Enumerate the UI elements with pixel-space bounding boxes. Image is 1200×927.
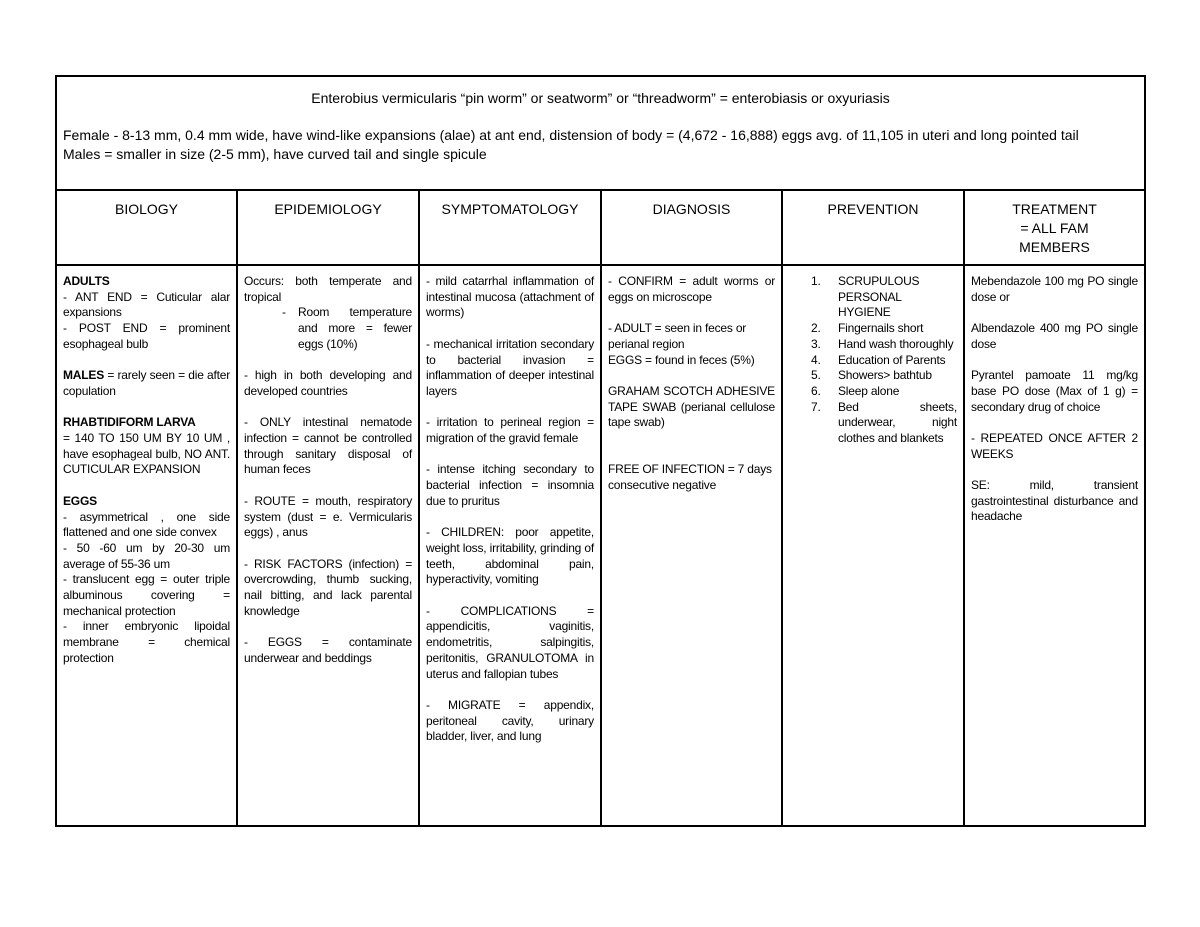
list-item: 6. Sleep alone [811, 383, 900, 398]
prevention-list [783, 274, 957, 447]
prevention-column [783, 191, 965, 825]
epi-eggs: - EGGS = contaminate underwear and beddings [244, 635, 412, 665]
adults-heading: ADULTS [63, 274, 110, 288]
table-header [57, 77, 1144, 191]
prevention-heading: PREVENTION [783, 191, 963, 266]
list-item: 5. Showers> bathtub [811, 368, 932, 383]
epidemiology-heading: EPIDEMIOLOGY [238, 191, 418, 266]
symptom-children: - CHILDREN: poor appetite, weight loss, irritability, grinding of teeth, abdominal pain, hyperactivity, vomiting [426, 525, 594, 587]
biology-column [57, 191, 238, 825]
list-item: 4. Education of Parents [811, 352, 946, 367]
list-item: 3. Hand wash thoroughly [811, 336, 954, 351]
larva-text: = 140 TO 150 UM BY 10 UM , have esophageal bulb, NO ANT. CUTICULAR EXPANSION [63, 431, 230, 477]
diag-scotch-tape: GRAHAM SCOTCH ADHESIVE TAPE SWAB (perianal cellulose tape swab) [608, 383, 775, 430]
treat-albendazole: Albendazole 400 mg PO single dose [971, 321, 1138, 351]
table-title: Enterobius vermicularis “pin worm” or seatworm” or “threadworm” = enterobiasis or oxyuriasis [311, 90, 890, 106]
list-item: 1. SCRUPULOUS PERSONAL HYGIENE [811, 274, 920, 320]
epidemiology-column [238, 191, 420, 825]
males-text: = rarely seen = die after copulation [63, 368, 230, 398]
treat-repeat: - REPEATED ONCE AFTER 2 WEEKS [971, 430, 1138, 461]
treat-side-effects: SE: mild, transient gastrointestinal disturbance and headache [971, 478, 1138, 524]
treatment-column [965, 191, 1144, 825]
eggs-shape: - asymmetrical , one side flattened and one side convex [63, 509, 230, 540]
epi-risk: - RISK FACTORS (infection) = overcrowding, thumb sucking, nail bitting, and lack parental knowledge [244, 556, 412, 618]
biology-heading: BIOLOGY [57, 191, 236, 266]
symptom-complications: - COMPLICATIONS = appendicitis, vaginitis, endometritis, salpingitis, peritonitis, GRANULOTOMA in uterus and fallopian tubes [426, 603, 594, 681]
epi-high: - high in both developing and developed countries [244, 368, 412, 398]
diagnosis-heading: DIAGNOSIS [602, 191, 781, 266]
eggs-inner-membrane: - inner embryonic lipoidal membrane = chemical protection [63, 619, 230, 665]
symptom-perineal-irritation: - irritation to perineal region = migration of the gravid female [426, 415, 594, 445]
sub-dash: - [282, 305, 286, 320]
eggs-heading: EGGS [63, 493, 97, 508]
female-description: Female - 8-13 mm, 0.4 mm wide, have wind-like expansions (alae) at ant end, distension of body = (4,672 - 16,888) eggs avg. of 11,105 in uteri and long pointed tail [63, 127, 1079, 143]
symptom-itching: - intense itching secondary to bacterial infection = insomnia due to pruritus [426, 462, 594, 508]
larva-heading: RHABTIDIFORM LARVA [63, 415, 196, 430]
diag-confirm: - CONFIRM = adult worms or eggs on microscope [608, 274, 775, 304]
epi-occurs: Occurs: both temperate and tropical [244, 274, 412, 304]
symptom-mild-inflammation: - mild catarrhal inflammation of intestinal mucosa (attachment of worms) [426, 274, 594, 320]
eggs-size: - 50 -60 um by 20-30 um average of 55-36 um [63, 540, 230, 571]
symptom-migrate: - MIGRATE = appendix, peritoneal cavity, urinary bladder, liver, and lung [426, 697, 594, 744]
male-description: Males = smaller in size (2-5 mm), have curved tail and single spicule [63, 146, 487, 162]
treat-pyrantel: Pyrantel pamoate 11 mg/kg base PO dose (Max of 1 g) = secondary drug of choice [971, 368, 1138, 414]
symptomatology-column [420, 191, 602, 825]
treatment-heading: TREATMENT = ALL FAM MEMBERS [965, 191, 1144, 266]
diag-eggs: EGGS = found in feces (5%) [608, 352, 755, 367]
list-item: 7. Bed sheets, underwear, night clothes and blankets [811, 399, 957, 446]
symptom-mechanical-irritation: - mechanical irritation secondary to bacterial invasion = inflammation of deeper intestinal layers [426, 336, 594, 398]
symptomatology-heading: SYMPTOMATOLOGY [420, 191, 600, 266]
adults-ant-end: - ANT END = Cuticular alar expansions [63, 289, 230, 320]
list-item: 2. Fingernails short [811, 321, 924, 336]
diagnosis-column [602, 191, 783, 825]
epi-route: - ROUTE = mouth, respiratory system (dust = e. Vermicularis eggs) , anus [244, 493, 412, 540]
eggs-outer-covering: - translucent egg = outer triple albuminous covering = mechanical protection [63, 572, 230, 618]
diag-adult: - ADULT = seen in feces or perianal region [608, 321, 747, 351]
epi-room-temperature: - Room temperature and more = fewer eggs (10%) [282, 305, 412, 351]
males-heading: MALES [63, 368, 105, 383]
epi-only: - ONLY intestinal nematode infection = cannot be controlled through sanitary disposal of human feces [244, 415, 412, 477]
pinworm-table [55, 75, 1146, 827]
treat-mebendazole: Mebendazole 100 mg PO single dose or [971, 274, 1138, 304]
adults-post-end: - POST END = prominent esophageal bulb [63, 321, 230, 351]
diag-free-of-infection: FREE OF INFECTION = 7 days consecutive negative [608, 462, 772, 492]
